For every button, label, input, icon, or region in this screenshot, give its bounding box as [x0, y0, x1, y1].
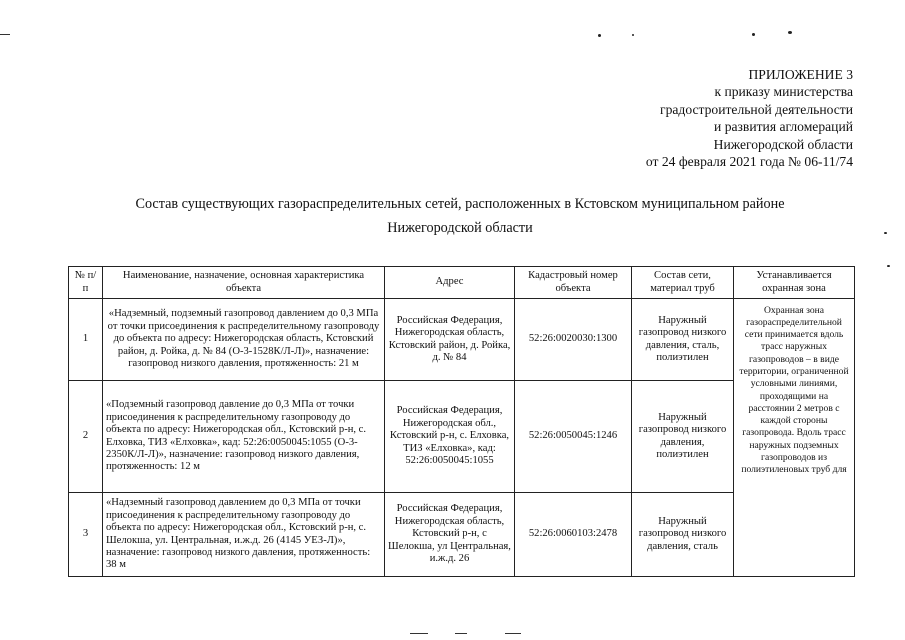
appendix-line: и развития агломераций [714, 119, 853, 135]
appendix-line: от 24 февраля 2021 года № 06-11/74 [645, 154, 853, 170]
row-name: «Подземный газопровод давление до 0,3 МПа от точки присоединения к распределительному газопроводу до объекта по адресу: Нижегородская обл., Кстовский р-н, с. Елховка, ТИЗ «Елховка», кад: 52:26:0050045:1055 (О-3-2350К/Л-Л)», назначение: газопровод низкого давления, протяженность: 12 м [103, 381, 385, 493]
row-name: «Надземный газопровод давлением до 0,3 МПа от точки присоединения к распределительному газопроводу до объекта по адресу: Нижегородская обл., Кстовский р-н, с. Шелокша, ул. Центральная, и.ж.д. 26 (4145 УЕЗ-Л)», назначение: газопровод низкого давления, протяженность: 38 м [103, 493, 385, 577]
row-num: 1 [69, 299, 103, 381]
document-title-region: Нижегородской области [387, 220, 533, 236]
row-composition: Наружный газопровод низкого давления, сталь, полиэтилен [632, 299, 734, 381]
scan-speck [887, 265, 890, 267]
appendix-line: ПРИЛОЖЕНИЕ 3 [748, 67, 853, 82]
appendix-header [646, 66, 853, 170]
header-name: Наименование, назначение, основная характеристика объекта [103, 267, 385, 299]
document-title: Состав существующих газораспределительных сетей, расположенных в Кстовском муниципальном районе [135, 196, 785, 212]
row-address: Российская Федерация, Нижегородская область, Кстовский район, д. Ройка, д. № 84 [385, 299, 515, 381]
row-num: 2 [69, 381, 103, 493]
zone-cell [734, 299, 855, 577]
row-cadastral: 52:26:0060103:2478 [515, 493, 632, 577]
appendix-line: Нижегородской области [713, 136, 853, 152]
zone-text: Охранная зона газораспределительной сети принимается вдоль трасс наружных газопроводов – в виде территории, ограниченной условными линиями, проходящими на расстоянии 2 метров с каждой стороны газопровода. Вдоль трасс наружных подземных газопроводов из полиэтиленовых труб для [739, 304, 849, 476]
row-cadastral: 52:26:0050045:1246 [515, 381, 632, 493]
scan-speck [752, 33, 755, 36]
header-composition: Состав сети, материал труб [632, 267, 734, 299]
row-num: 3 [69, 493, 103, 577]
header-zone: Устанавливается охранная зона [734, 267, 855, 299]
header-cadastral: Кадастровый номер объекта [515, 267, 632, 299]
header-address: Адрес [385, 267, 515, 299]
scan-mark [505, 633, 521, 634]
row-address: Российская Федерация, Нижегородская обл., Кстовский р-н, с. Елховка, ТИЗ «Елховка», кад: 52:26:0050045:1055 [385, 381, 515, 493]
gas-network-table [68, 266, 855, 577]
scan-speck [884, 232, 887, 234]
header-num: № п/п [69, 267, 103, 299]
table-row [69, 299, 855, 381]
scan-mark [455, 633, 467, 634]
row-composition: Наружный газопровод низкого давления, полиэтилен [632, 381, 734, 493]
scan-speck [788, 31, 792, 34]
appendix-line: к приказу министерства [714, 84, 853, 100]
scan-mark [0, 34, 10, 35]
row-address: Российская Федерация, Нижегородская область, Кстовский р-н, с Шелокша, ул Центральная, и.ж.д. 26 [385, 493, 515, 577]
scan-mark [410, 633, 428, 634]
row-name: «Надземный, подземный газопровод давлением до 0,3 МПа от точки присоединения к распределительному газопроводу до объекта по адресу: Нижегородская область, Кстовский район, д. Ройка, д. № 84 (О-3-1528К/Л-Л)», назначение: газопровод низкого давления, протяженность: 21 м [103, 299, 385, 381]
scan-speck [632, 34, 634, 36]
row-cadastral: 52:26:0020030:1300 [515, 299, 632, 381]
scan-speck [598, 34, 601, 37]
row-composition: Наружный газопровод низкого давления, сталь [632, 493, 734, 577]
appendix-line: градостроительной деятельности [660, 101, 853, 117]
table-header-row [69, 267, 855, 299]
